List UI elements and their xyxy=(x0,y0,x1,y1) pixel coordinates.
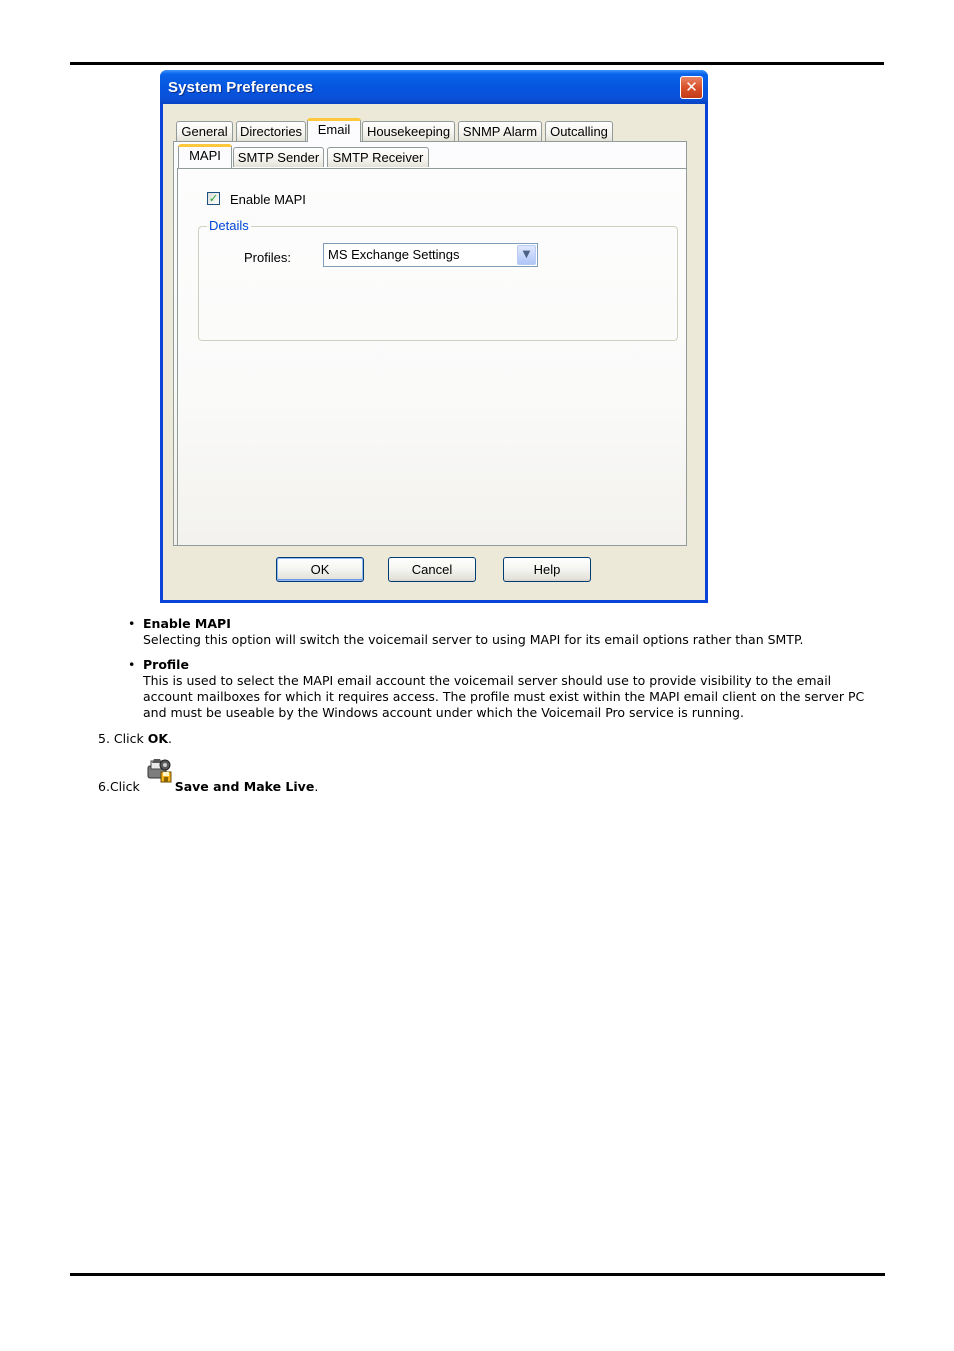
step-suffix: . xyxy=(314,779,319,794)
footer-rule xyxy=(70,1273,885,1276)
tab-email[interactable]: Email xyxy=(307,118,361,142)
header-rule xyxy=(70,62,884,65)
tab-snmp-alarm[interactable]: SNMP Alarm xyxy=(458,121,542,141)
step-bold: OK xyxy=(147,731,168,746)
step-bold: Save and Make Live xyxy=(174,779,315,794)
bullet-icon: • xyxy=(128,657,136,673)
step-suffix: . xyxy=(168,731,172,746)
enable-mapi-checkbox[interactable]: ✓ xyxy=(208,192,219,205)
tab-housekeeping[interactable]: Housekeeping xyxy=(362,121,455,141)
save-and-make-live-icon xyxy=(146,757,173,783)
ok-button[interactable]: OK xyxy=(276,557,364,582)
mapi-subtab-panel xyxy=(177,168,686,545)
profiles-select[interactable] xyxy=(323,243,538,267)
step-prefix: Click xyxy=(109,779,144,794)
chevron-down-icon[interactable]: ▼ xyxy=(517,245,536,265)
step-number: 5. xyxy=(98,731,110,746)
profiles-label: Profiles: xyxy=(244,250,291,265)
subtab-smtp-sender[interactable]: SMTP Sender xyxy=(233,147,324,167)
step-5 xyxy=(98,731,172,747)
profiles-select-value: MS Exchange Settings xyxy=(328,247,460,262)
close-icon[interactable]: ✕ xyxy=(680,76,703,99)
tab-general[interactable]: General xyxy=(176,121,233,141)
step-number: 6. xyxy=(98,779,110,794)
option-descriptions xyxy=(128,616,868,730)
step-prefix: Click xyxy=(113,731,148,746)
bullet-title: Profile xyxy=(143,657,189,673)
bullet-title: Enable MAPI xyxy=(143,616,231,631)
list-item xyxy=(128,616,868,647)
details-legend: Details xyxy=(209,218,249,233)
help-button[interactable]: Help xyxy=(503,557,591,582)
step-6 xyxy=(98,757,319,794)
bullet-icon: • xyxy=(128,616,136,631)
list-item xyxy=(128,657,868,720)
dialog-title-bar[interactable] xyxy=(160,70,708,104)
dialog-title: System Preferences xyxy=(168,79,314,96)
bullet-text: Selecting this option will switch the voicemail server to using MAPI for its email options rather than SMTP. xyxy=(143,631,804,647)
subtab-mapi[interactable]: MAPI xyxy=(178,144,232,168)
bullet-text: This is used to select the MAPI email account the voicemail server should use to provide visibility to the email account mailboxes for which it requires access. The profile must exist within the MAPI email client on the server PC and must be useable by the Windows account under which the Voicemail Pro service is running. xyxy=(143,673,865,720)
cancel-button[interactable]: Cancel xyxy=(388,557,476,582)
subtab-smtp-receiver[interactable]: SMTP Receiver xyxy=(327,147,429,167)
enable-mapi-label: Enable MAPI xyxy=(230,192,306,207)
tab-directories[interactable]: Directories xyxy=(236,121,306,141)
tab-outcalling[interactable]: Outcalling xyxy=(545,121,613,141)
